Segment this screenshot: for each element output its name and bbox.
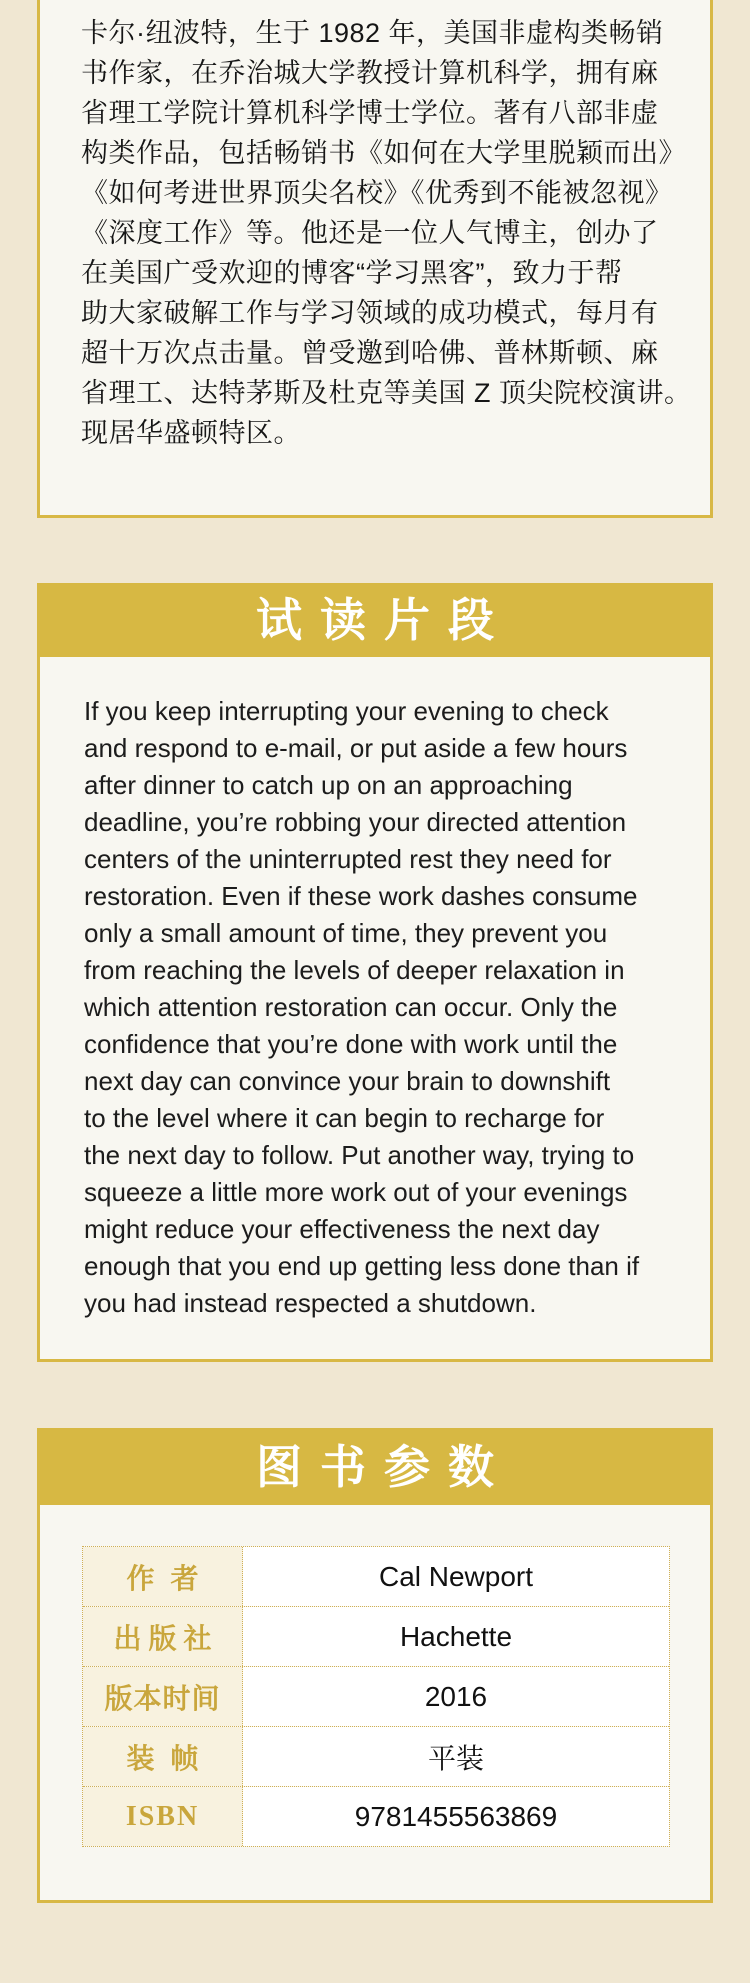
table-row (83, 1666, 669, 1726)
excerpt-text-line: centers of the uninterrupted rest they need for (84, 844, 612, 874)
excerpt-text-line: confidence that you’re done with work until the (84, 1029, 618, 1059)
excerpt-text-line: you had instead respected a shutdown. (84, 1288, 537, 1318)
table-row (83, 1786, 669, 1846)
specs-section-banner (37, 1428, 713, 1505)
bio-text-line: 在美国广受欢迎的博客“学习黑客”，致力于帮 (81, 258, 623, 288)
excerpt-banner-title: 试读片段 (256, 595, 512, 646)
excerpt-text-line: the next day to follow. Put another way, trying to (84, 1140, 635, 1170)
spec-label-author: 作者 (83, 1547, 243, 1606)
bio-text-line: 《深度工作》等。他还是一位人气博主，创办了 (81, 218, 659, 248)
table-row (83, 1726, 669, 1786)
excerpt-text-line: restoration. Even if these work dashes consume (84, 881, 638, 911)
bio-text-line: 现居华盛顿特区。 (81, 418, 301, 448)
bio-text-line: 构类作品，包括畅销书《如何在大学里脱颖而出》 (81, 138, 686, 168)
spec-label-isbn: ISBN (83, 1787, 243, 1846)
spec-value-isbn: 9781455563869 (243, 1787, 669, 1846)
table-row (83, 1547, 669, 1606)
spec-value-author: Cal Newport (243, 1547, 669, 1606)
specs-panel (37, 1505, 713, 1903)
excerpt-text-line: If you keep interrupting your evening to check (84, 696, 609, 726)
excerpt-text-line: to the level where it can begin to recharge for (84, 1103, 605, 1133)
excerpt-text-line: from reaching the levels of deeper relaxation in (84, 955, 625, 985)
excerpt-text-line: deadline, you’re robbing your directed attention (84, 807, 627, 837)
spec-value-publisher: Hachette (243, 1607, 669, 1666)
spec-value-edition-year: 2016 (243, 1667, 669, 1726)
table-row (83, 1606, 669, 1666)
spec-label-binding: 装帧 (83, 1727, 243, 1786)
excerpt-text-line: and respond to e-mail, or put aside a few hours (84, 733, 628, 763)
excerpt-text-line: might reduce your effectiveness the next day (84, 1214, 600, 1244)
bio-text-line: 书作家，在乔治城大学教授计算机科学，拥有麻 (81, 58, 659, 88)
excerpt-text-line: next day can convince your brain to downshift (84, 1066, 611, 1096)
bio-text-line: 超十万次点击量。曾受邀到哈佛、普林斯顿、麻 (81, 338, 659, 368)
specs-banner-title: 图书参数 (256, 1442, 512, 1493)
bio-text-line: 卡尔·纽波特，生于 1982 年，美国非虚构类畅销 (81, 18, 664, 48)
book-specs-table (82, 1546, 670, 1847)
bio-text-line: 助大家破解工作与学习领域的成功模式，每月有 (81, 298, 659, 328)
spec-value-binding: 平装 (243, 1727, 669, 1786)
spec-label-edition-year: 版本时间 (83, 1667, 243, 1726)
excerpt-text-line: only a small amount of time, they prevent you (84, 918, 608, 948)
excerpt-panel (37, 657, 713, 1362)
bio-text-line: 省理工、达特茅斯及杜克等美国 Z 顶尖院校演讲。 (81, 378, 692, 408)
author-bio-panel (37, 0, 713, 518)
excerpt-text-line: squeeze a little more work out of your evenings (84, 1177, 628, 1207)
excerpt-text-line: enough that you end up getting less done than if (84, 1251, 640, 1281)
spec-label-publisher: 出版社 (83, 1607, 243, 1666)
bio-text-line: 省理工学院计算机科学博士学位。著有八部非虚 (81, 98, 659, 128)
excerpt-text-line: which attention restoration can occur. Only the (84, 992, 618, 1022)
excerpt-section-banner (37, 583, 713, 657)
bio-text-line: 《如何考进世界顶尖名校》《优秀到不能被忽视》 (81, 178, 673, 208)
excerpt-text-line: after dinner to catch up on an approaching (84, 770, 573, 800)
